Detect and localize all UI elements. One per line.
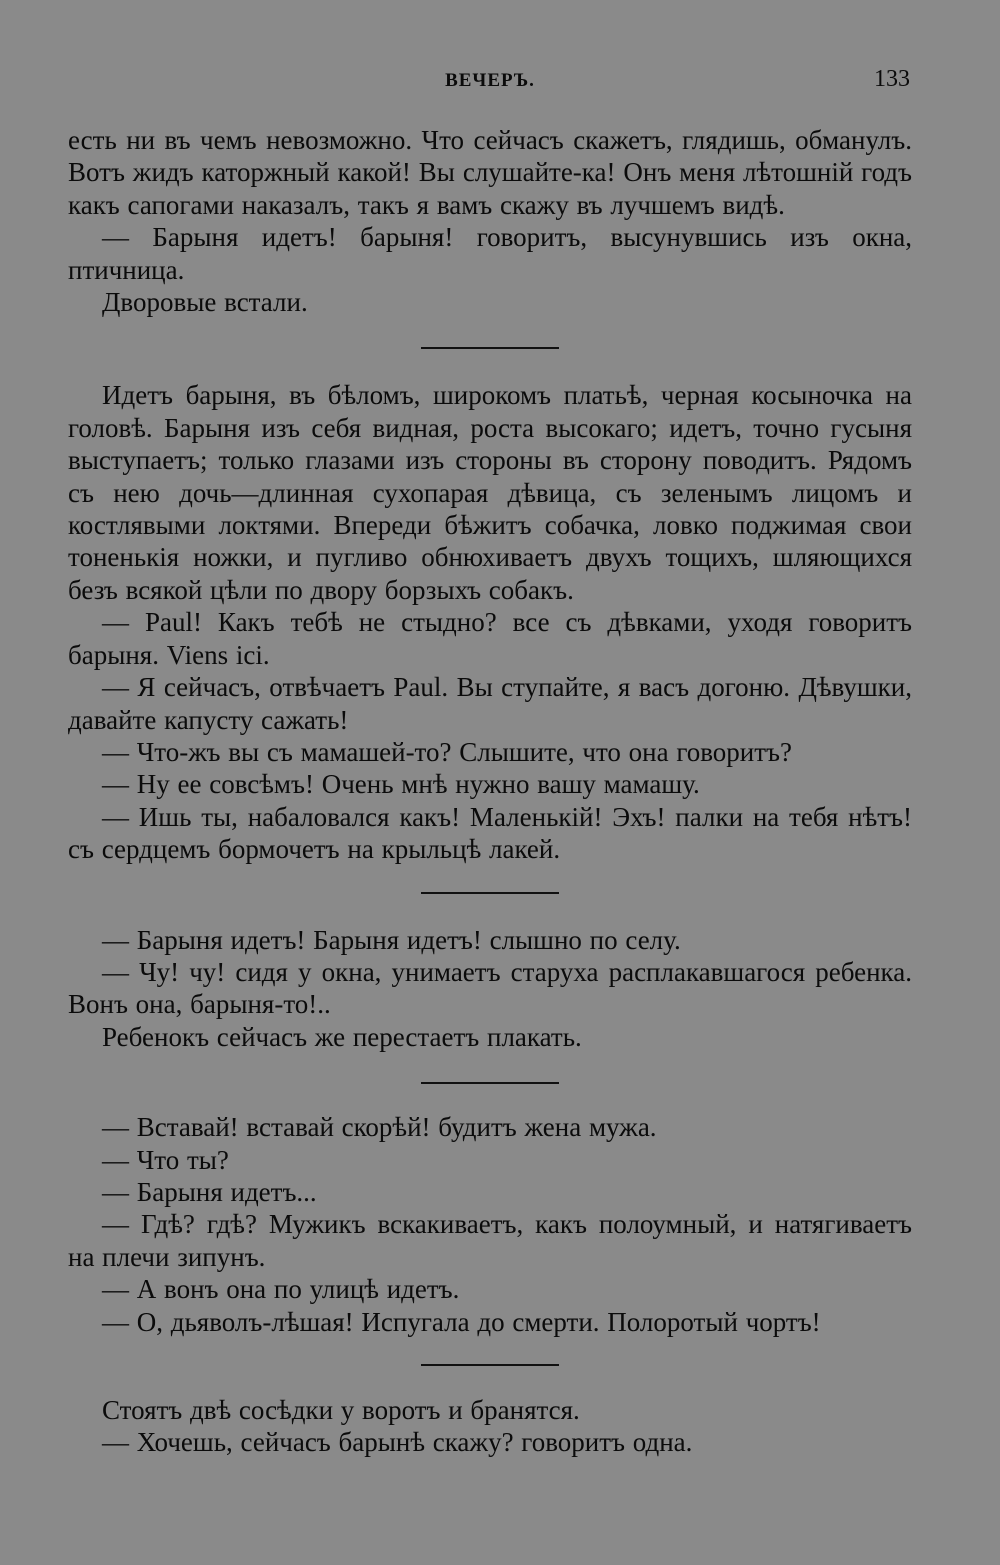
page-header [68,66,912,102]
paragraph: — Что-жъ вы съ мамашей-то? Слышите, что она говоритъ? [102,736,793,767]
page-body [68,124,912,1459]
paragraph: Ребенокъ сейчасъ же перестаетъ плакать. [102,1021,582,1052]
paragraph: — Хочешь, сейчасъ барынѣ скажу? говоритъ одна. [102,1427,693,1458]
paragraph: — Ну ее совсѣмъ! Очень мнѣ нужно вашу мамашу. [102,769,700,800]
paragraph: — Я сейчасъ, отвѣчаетъ Paul. Вы ступайте, я васъ догоню. Дѣвушки, давайте капусту сажать! [68,672,912,735]
section-divider [421,1364,559,1366]
paragraph: — Барыня идетъ! Барыня идетъ! слышно по селу. [102,924,681,955]
paragraph: — Барыня идетъ! барыня! говоритъ, высунувшись изъ окна, птичница. [68,222,912,285]
paragraph: — Ишь ты, набаловался какъ! Маленькій! Эхъ! палки на тебя нѣтъ! съ сердцемъ бормочетъ на крыльцѣ лакей. [68,801,912,865]
paragraph: Стоятъ двѣ сосѣдки у воротъ и бранятся. [102,1395,580,1425]
paragraph: — О, дьяволъ-лѣшая! Испугала до смерти. Полоротый чортъ! [102,1306,821,1337]
section-divider [421,1082,559,1084]
paragraph: Дворовые встали. [102,287,308,318]
paragraph: — Что ты? [102,1144,229,1175]
paragraph: — Барыня идетъ... [102,1176,317,1207]
paragraph: Идетъ барыня, въ бѣломъ, широкомъ платьѣ, черная косыночка на головѣ. Барыня изъ себя видная, роста высокаго; идетъ, точно гусыня выступаетъ; только глазами изъ стороны въ сторону поводитъ. Рядомъ съ нею дочь—длинная сухопарая дѣвица, съ зеленымъ лицомъ и костлявыми локтями. Впереди бѣжитъ собачка, ловко поджимая свои тоненькія ножки, и пугливо обнюхиваетъ двухъ тощихъ, шляющихся безъ всякой цѣли по двору борзыхъ собакъ. [68,380,912,605]
paragraph: — Гдѣ? гдѣ? Мужикъ вскакиваетъ, какъ полоумный, и натягиваетъ на плечи зипунъ. [68,1209,912,1272]
page-number: 133 [874,66,910,92]
paragraph: — А вонъ она по улицѣ идетъ. [102,1274,460,1305]
paragraph: — Paul! Какъ тебѣ не стыдно? все съ дѣвками, уходя говоритъ барыня. Viens ici. [68,607,912,670]
running-title: ВЕЧЕРЪ. [445,70,535,91]
paragraph: — Чу! чу! сидя у окна, унимаетъ старуха расплакавшагося ребенка. Вонъ она, барыня-то!.. [68,956,912,1020]
section-divider [421,347,559,349]
paragraph: есть ни въ чемъ невозможно. Что сейчасъ скажетъ, глядишь, обманулъ. Вотъ жидъ каторжный какой! Вы слушайте-ка! Онъ меня лѣтошній годъ какъ сапогами наказалъ, такъ я вамъ скажу въ лучшемъ видѣ. [68,125,912,220]
paragraph: — Вставай! вставай скорѣй! будитъ жена мужа. [102,1112,657,1143]
section-divider [421,892,559,894]
